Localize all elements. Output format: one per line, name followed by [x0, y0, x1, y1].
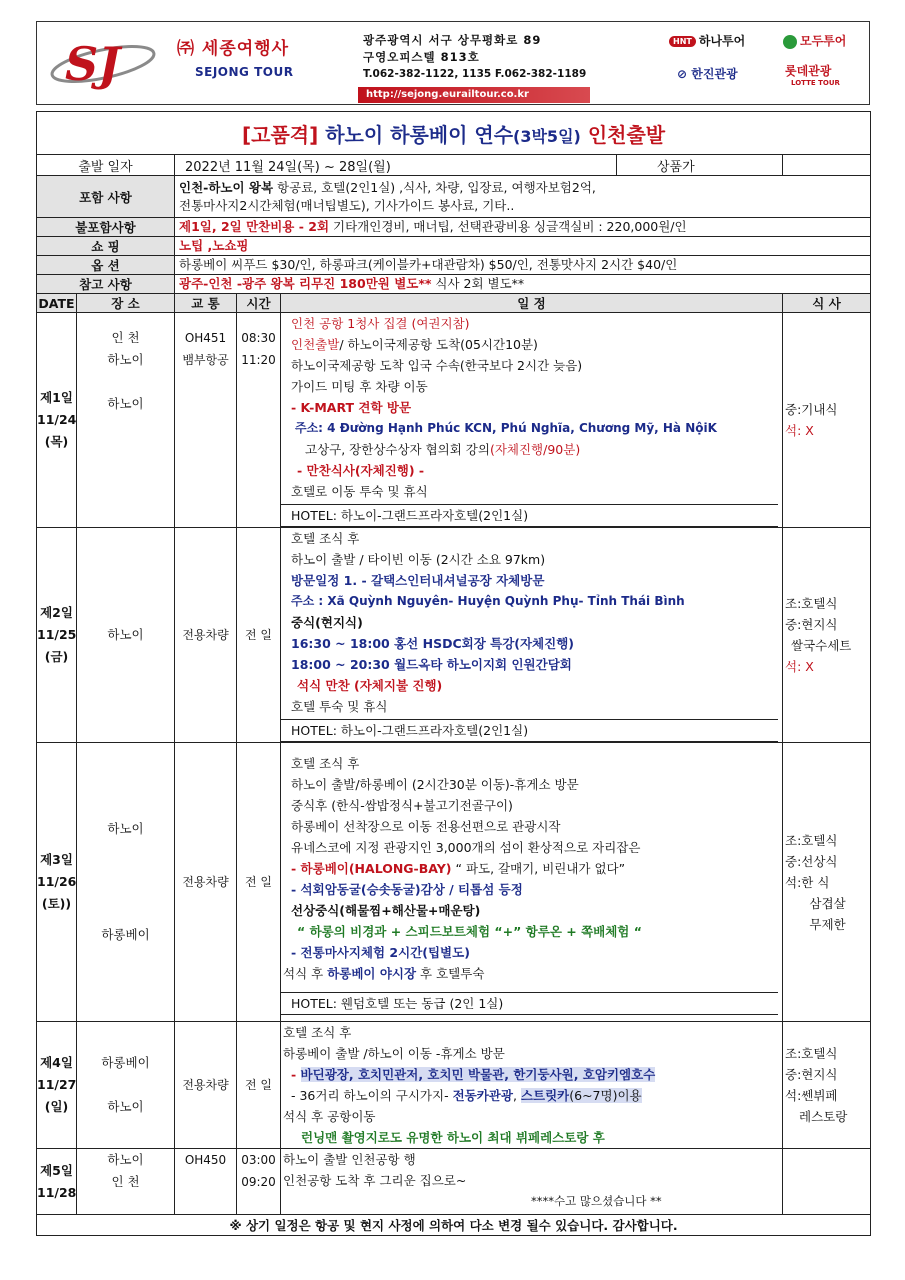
included-value: 인천-하노이 왕복 항공료, 호텔(2인1실) ,식사, 차량, 입장료, 여행자보험2억, 전통마사지2시간체험(매너팁별도), 기사가이드 봉사료, 기타..	[175, 176, 871, 218]
excluded-label: 불포함사항	[37, 218, 175, 237]
schedule-cell: 호텔 조식 후 하롱베이 출발 /하노이 이동 -휴게소 방문 - 바딘광장, 호치민관저, 호치민 박물관, 한기둥사원, 호암키엠호수 - 36거리 하노이의 구시가지- 전동카관광, 스트릿카(6~7명)이용 석식 후 공항이동 런닝맨 촬영지로도 유명한 하노이 최대 뷔페레스토랑 후	[281, 1022, 783, 1149]
page-title: [고품격] 하노이 하롱베이 연수(3박5일) 인천출발	[37, 112, 871, 155]
hanjin-logo-icon: ⊘ 한진관광	[677, 67, 738, 81]
time-cell: 03:00 09:20	[237, 1149, 281, 1215]
place-cell: 인 천 하노이 하노이	[77, 313, 175, 528]
time-cell: 전 일	[237, 743, 281, 1022]
place-cell: 하롱베이 하노이	[77, 1022, 175, 1149]
depart-label: 출발 일자	[37, 155, 175, 176]
hotel-info: HOTEL: 하노이-그랜드프라자호텔(2인1실)	[281, 504, 778, 527]
table-row	[37, 1022, 871, 1149]
hotel-info: HOTEL: 하노이-그랜드프라자호텔(2인1실)	[281, 719, 778, 742]
footer-note: ※ 상기 일정은 항공 및 현지 사정에 의하여 다소 변경 될수 있습니다. 감사합니다.	[37, 1215, 871, 1236]
address-line-1: 광주광역시 서구 상무평화로 89	[363, 33, 542, 47]
meal-cell: 중:기내식 석: X	[783, 313, 871, 528]
table-row	[37, 528, 871, 743]
place-cell: 하노이	[77, 528, 175, 743]
included-label: 포함 사항	[37, 176, 175, 218]
transport-cell: OH450	[175, 1149, 237, 1215]
time-cell: 08:30 11:20	[237, 313, 281, 528]
table-row	[37, 313, 871, 528]
time-cell: 전 일	[237, 1022, 281, 1149]
depart-value: 2022년 11월 24일(목) ~ 28일(월)	[175, 155, 617, 176]
col-schedule: 일 정	[281, 294, 783, 313]
shopping-label: 쇼 핑	[37, 237, 175, 256]
day-cell: 제1일 11/24 (목)	[37, 313, 77, 528]
place-cell: 하노이 하롱베이	[77, 743, 175, 1022]
col-place: 장 소	[77, 294, 175, 313]
transport-cell: 전용차량	[175, 1022, 237, 1149]
schedule-cell: 호텔 조식 후 하노이 출발/하롱베이 (2시간30분 이동)-휴게소 방문 중식후 (한식-쌈밥정식+불고기전골구이) 하롱베이 선착장으로 이동 전용선편으로 관광시작 유네스코에 지정 관광지인 3,000개의 섬이 환상적으로 자리잡은 - 하롱베이(HALONG-BAY) “ 파도, 갈매기, 비린내가 없다” - 석회암동굴(승솟동굴)감상 / 티톱섬 등정 선상중식(해물찜+해산물+매운탕) “ 하롱의 비경과 + 스피드보트체험 “+” 항루온 + 쪽배체험 “ - 전통마사지체험 2시간(팁별도) 석식 후 하롱베이 야시장 후 호텔투숙 HOTEL: 웬덤호텔 또는 동급 (2인 1실)	[281, 743, 783, 1022]
address-line-2: 구영오피스텔 813호	[363, 50, 480, 64]
time-cell: 전 일	[237, 528, 281, 743]
options-label: 옵 션	[37, 256, 175, 275]
modetour-logo-icon: 모두투어	[783, 32, 846, 49]
schedule-cell: 인천 공항 1청사 집결 (여권지참) 인천출발/ 하노이국제공항 도착(05시간10분) 하노이국제공항 도착 입국 수속(한국보다 2시간 늦음) 가이드 미팅 후 차량 이동 - K-MART 견학 방문 주소: 4 Đường Hạnh Phúc KCN, Phú Nghĩa, Chương Mỹ, Hà NộiK 고상구, 장한상수상자 협의회 강의(자체진행/90분) - 만찬식사(자체진행) - 호텔로 이동 투숙 및 휴식 HOTEL: 하노이-그랜드프라자호텔(2인1실)	[281, 313, 783, 528]
col-date: DATE	[38, 295, 75, 311]
transport-cell: OH451 뱀부항공	[175, 313, 237, 528]
svg-text:SJ: SJ	[65, 37, 120, 91]
shopping-value: 노팁 ,노쇼핑	[175, 237, 871, 256]
schedule-cell: 하노이 출발 인천공항 행 인천공항 도착 후 그리운 집으로~ ****수고 많으셨습니다 **	[281, 1149, 783, 1215]
excluded-value: 제1일, 2일 만찬비용 - 2회 기타개인경비, 매너팁, 선택관광비용 싱글객실비 : 220,000원/인	[175, 218, 871, 237]
meal-cell	[783, 1149, 871, 1215]
sj-logo-icon	[47, 30, 157, 94]
reference-value: 광주-인천 -광주 왕복 리무진 180만원 별도** 식사 2회 별도**	[175, 275, 871, 294]
transport-cell: 전용차량	[175, 528, 237, 743]
col-meal: 식 사	[783, 294, 871, 313]
brand-name: ㈜ 세종여행사	[177, 39, 290, 59]
options-value: 하롱베이 씨푸드 $30/인, 하롱파크(케이블카+대관람차) $50/인, 전통맛사지 2시간 $40/인	[175, 256, 871, 275]
website-url[interactable]: http://sejong.eurailtour.co.kr	[358, 87, 590, 103]
day-cell: 제3일 11/26 (토))	[37, 743, 77, 1022]
hotel-info: HOTEL: 웬덤호텔 또는 동급 (2인 1실)	[281, 992, 778, 1015]
meal-cell: 조:호텔식 중:선상식 석:한 식 삼겹살 무제한	[783, 743, 871, 1022]
day-cell: 제5일 11/28	[37, 1149, 77, 1215]
price-value	[783, 155, 871, 176]
table-row	[37, 1149, 871, 1215]
meal-cell: 조:호텔식 중:현지식 쌀국수세트 석: X	[783, 528, 871, 743]
itinerary-table	[36, 111, 871, 1236]
table-row	[37, 743, 871, 1022]
hanatour-logo-icon: HNT 하나투어	[669, 32, 745, 49]
brand-name-en: SEJONG TOUR	[195, 65, 294, 79]
meal-cell: 조:호텔식 중:현지식 석:쎈뷔페 레스토랑	[783, 1022, 871, 1149]
col-time: 시간	[237, 294, 281, 313]
col-transport: 교 통	[175, 294, 237, 313]
schedule-cell: 호텔 조식 후 하노이 출발 / 타이빈 이동 (2시간 소요 97km) 방문일정 1. - 갈택스인터내셔널공장 자체방문 주소 : Xã Quỳnh Nguyên- Huyện Quỳnh Phụ- Tỉnh Thái Bình 중식(현지식) 16:30 ~ 18:00 홍선 HSDC회장 특강(자체진행) 18:00 ~ 20:30 월드옥타 하노이지회 인원간담회 석식 만찬 (자체지불 진행) 호텔 투숙 및 휴식 HOTEL: 하노이-그랜드프라자호텔(2인1실)	[281, 528, 783, 743]
transport-cell: 전용차량	[175, 743, 237, 1022]
letterhead	[36, 21, 870, 105]
place-cell: 하노이 인 천	[77, 1149, 175, 1215]
price-label: 상품가	[617, 155, 783, 176]
reference-label: 참고 사항	[37, 275, 175, 294]
day-cell: 제4일 11/27 (일)	[37, 1022, 77, 1149]
day-cell: 제2일 11/25 (금)	[37, 528, 77, 743]
column-headers	[37, 294, 871, 313]
phone-line: T.062-382-1122, 1135 F.062-382-1189	[363, 68, 587, 80]
lotte-logo-icon: 롯데관광 LOTTE TOUR	[785, 64, 840, 87]
